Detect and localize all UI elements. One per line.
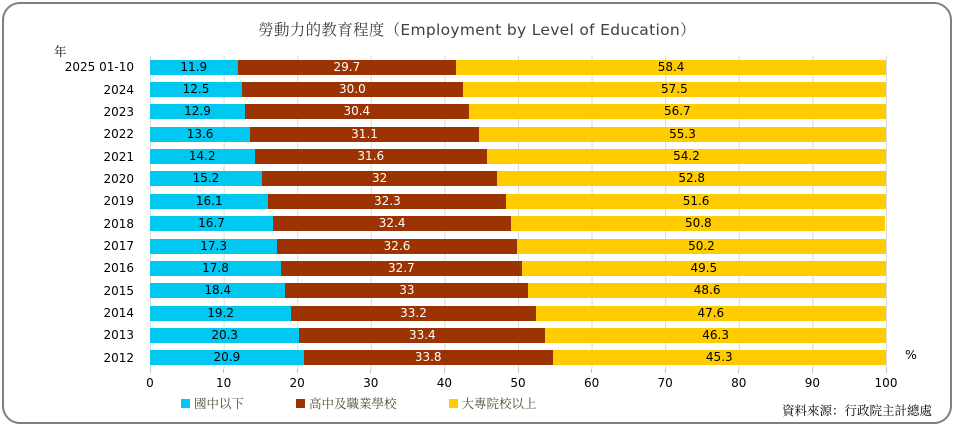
bar-row	[150, 257, 886, 279]
bar-row	[150, 347, 886, 369]
bar-row	[150, 123, 886, 145]
bar-segment	[517, 239, 886, 254]
bar-value-label: 51.6	[682, 193, 710, 208]
bar-rows-container	[150, 56, 886, 369]
bar-segment	[479, 127, 886, 142]
bar-segment	[545, 328, 886, 343]
bar-value-label: 33.8	[414, 350, 442, 365]
bar-value-label: 33.4	[408, 327, 436, 342]
bar-value-label: 31.1	[351, 126, 378, 141]
legend-item	[181, 394, 244, 412]
bar-value-label: 31.6	[357, 149, 385, 164]
bar-value-label: 14.2	[188, 149, 216, 164]
y-axis-category-label: 2012	[103, 350, 134, 365]
bar-value-label: 32	[371, 171, 388, 186]
x-axis-tick-label: 30	[363, 376, 379, 390]
bar-segment	[150, 216, 273, 231]
source-note: 資料來源：行政院主計總處	[781, 403, 932, 418]
legend-label: 高中及職業學校	[309, 396, 397, 411]
bar-segment	[150, 194, 268, 209]
y-axis-category-label: 2023	[103, 104, 134, 119]
y-axis-category-label: 2022	[103, 127, 134, 142]
bar-row	[150, 168, 886, 190]
bar-segment	[150, 261, 281, 276]
x-axis-tickmark	[444, 369, 445, 373]
legend-item	[449, 394, 537, 412]
x-axis-tick-label: 60	[583, 376, 600, 390]
bar-segment	[245, 104, 469, 119]
bar-value-label: 45.3	[705, 350, 733, 365]
plot-area	[150, 56, 887, 369]
bar-segment	[150, 328, 299, 343]
bar-segment	[150, 60, 238, 75]
chart-title: 勞動力的教育程度（Employment by Level of Education）	[258, 21, 696, 39]
legend-swatch-icon	[296, 399, 305, 408]
bar-value-label: 47.6	[697, 305, 725, 320]
y-axis-title: 年	[54, 44, 67, 59]
bar-segment	[285, 283, 528, 298]
y-axis-category-label: 2019	[103, 194, 134, 209]
x-axis-unit-label: %	[905, 347, 917, 362]
bar-row	[150, 101, 886, 123]
bar-value-label: 30.4	[343, 104, 371, 119]
x-axis-tick-label: 50	[510, 376, 526, 390]
bar-row	[150, 213, 886, 235]
bar-value-label: 17.8	[202, 260, 229, 275]
bar-row	[150, 56, 886, 78]
bar-value-label: 48.6	[693, 283, 721, 298]
bar-row	[150, 190, 886, 212]
legend-swatch-icon	[449, 399, 458, 408]
bar-row	[150, 302, 886, 324]
bar-segment	[299, 328, 545, 343]
bar-segment	[150, 82, 242, 97]
bar-segment	[150, 306, 291, 321]
chart-frame	[2, 2, 952, 424]
y-axis-category-label: 2015	[103, 283, 134, 298]
bar-segment	[238, 60, 457, 75]
bar-segment	[255, 149, 488, 164]
bar-value-label: 30.0	[339, 82, 366, 97]
bar-segment	[150, 149, 255, 164]
x-axis-tick-label: 10	[215, 376, 232, 390]
bar-value-label: 58.4	[657, 59, 685, 74]
bar-row	[150, 324, 886, 346]
x-axis-tick-label: 70	[657, 376, 673, 390]
bar-value-label: 12.5	[182, 82, 210, 97]
legend-item	[296, 394, 397, 412]
bar-segment	[273, 216, 511, 231]
x-axis-tickmark	[738, 369, 739, 373]
legend-swatch-icon	[181, 399, 190, 408]
bar-segment	[250, 127, 479, 142]
bar-segment	[150, 239, 277, 254]
bar-value-label: 49.5	[690, 260, 718, 275]
bar-value-label: 52.8	[678, 171, 706, 186]
y-axis-category-label: 2013	[103, 328, 134, 343]
x-axis-tick-label: 90	[804, 376, 821, 390]
bar-value-label: 18.4	[204, 283, 232, 298]
bar-segment	[150, 127, 250, 142]
bar-value-label: 16.7	[198, 216, 225, 231]
bar-value-label: 57.5	[661, 82, 688, 97]
x-axis-tick-label: 20	[289, 376, 305, 390]
bar-segment	[553, 350, 886, 365]
bar-segment	[522, 261, 886, 276]
bar-value-label: 32.6	[383, 238, 411, 253]
x-axis-tickmark	[886, 369, 887, 373]
x-axis-tickmark	[665, 369, 666, 373]
bar-segment	[511, 216, 885, 231]
bar-value-label: 20.9	[213, 350, 241, 365]
x-axis-tickmark	[297, 369, 298, 373]
x-axis-tickmark	[223, 369, 224, 373]
x-axis-tickmark	[370, 369, 371, 373]
bar-segment	[536, 306, 886, 321]
bar-value-label: 50.2	[688, 238, 715, 253]
x-axis-tickmark	[518, 369, 519, 373]
bar-segment	[150, 350, 304, 365]
bar-value-label: 13.6	[186, 126, 214, 141]
y-axis-category-label: 2017	[103, 239, 134, 254]
bar-value-label: 32.7	[387, 260, 415, 275]
bar-value-label: 33	[399, 283, 415, 298]
bar-segment	[242, 82, 463, 97]
legend-label: 大專院校以上	[461, 396, 537, 411]
bar-value-label: 46.3	[702, 327, 729, 342]
bar-value-label: 20.3	[211, 327, 239, 342]
bar-segment	[277, 239, 517, 254]
bar-segment	[150, 104, 245, 119]
x-axis-tick-label: 40	[436, 376, 453, 390]
bar-value-label: 29.7	[333, 59, 361, 74]
bar-value-label: 32.3	[373, 193, 401, 208]
x-axis-tickmark	[812, 369, 813, 373]
bar-segment	[304, 350, 553, 365]
bar-row	[150, 235, 886, 257]
legend-label: 國中以下	[194, 396, 245, 411]
bar-value-label: 19.2	[207, 305, 234, 320]
y-axis-category-label: 2025 01-10	[64, 60, 134, 75]
bar-segment	[281, 261, 522, 276]
bar-value-label: 50.8	[684, 216, 712, 231]
x-axis-tick-label: 0	[146, 376, 154, 390]
bar-value-label: 33.2	[400, 305, 427, 320]
bar-value-label: 15.2	[192, 171, 220, 186]
x-axis-tick-label: 100	[874, 376, 898, 390]
x-axis-tickmark	[591, 369, 592, 373]
bar-value-label: 17.3	[200, 238, 227, 253]
bar-segment	[469, 104, 886, 119]
bar-value-label: 55.3	[669, 126, 696, 141]
bar-segment	[262, 171, 498, 186]
bar-segment	[497, 171, 886, 186]
bar-row	[150, 78, 886, 100]
bar-value-label: 16.1	[195, 193, 223, 208]
y-axis-category-label: 2016	[103, 261, 134, 276]
y-axis-category-label: 2024	[103, 82, 134, 97]
bar-value-label: 54.2	[673, 149, 700, 164]
bar-value-label: 12.9	[184, 104, 211, 119]
y-axis-labels	[4, 56, 142, 369]
bar-value-label: 56.7	[663, 104, 691, 119]
bar-segment	[487, 149, 886, 164]
y-axis-category-label: 2018	[103, 216, 134, 231]
bar-row	[150, 280, 886, 302]
bar-segment	[528, 283, 886, 298]
bar-value-label: 11.9	[180, 59, 208, 74]
bar-segment	[291, 306, 535, 321]
bar-segment	[506, 194, 886, 209]
bar-segment	[150, 171, 262, 186]
bar-segment	[463, 82, 886, 97]
x-axis-tickmark	[150, 369, 151, 373]
y-axis-category-label: 2014	[103, 306, 134, 321]
x-axis	[146, 369, 898, 393]
bar-segment	[456, 60, 886, 75]
bar-segment	[150, 283, 285, 298]
bar-row	[150, 145, 886, 167]
y-axis-category-label: 2020	[103, 171, 134, 186]
x-axis-tick-label: 80	[731, 376, 747, 390]
bar-value-label: 32.4	[378, 216, 406, 231]
bar-segment	[268, 194, 506, 209]
legend	[181, 394, 537, 412]
y-axis-category-label: 2021	[103, 149, 134, 164]
